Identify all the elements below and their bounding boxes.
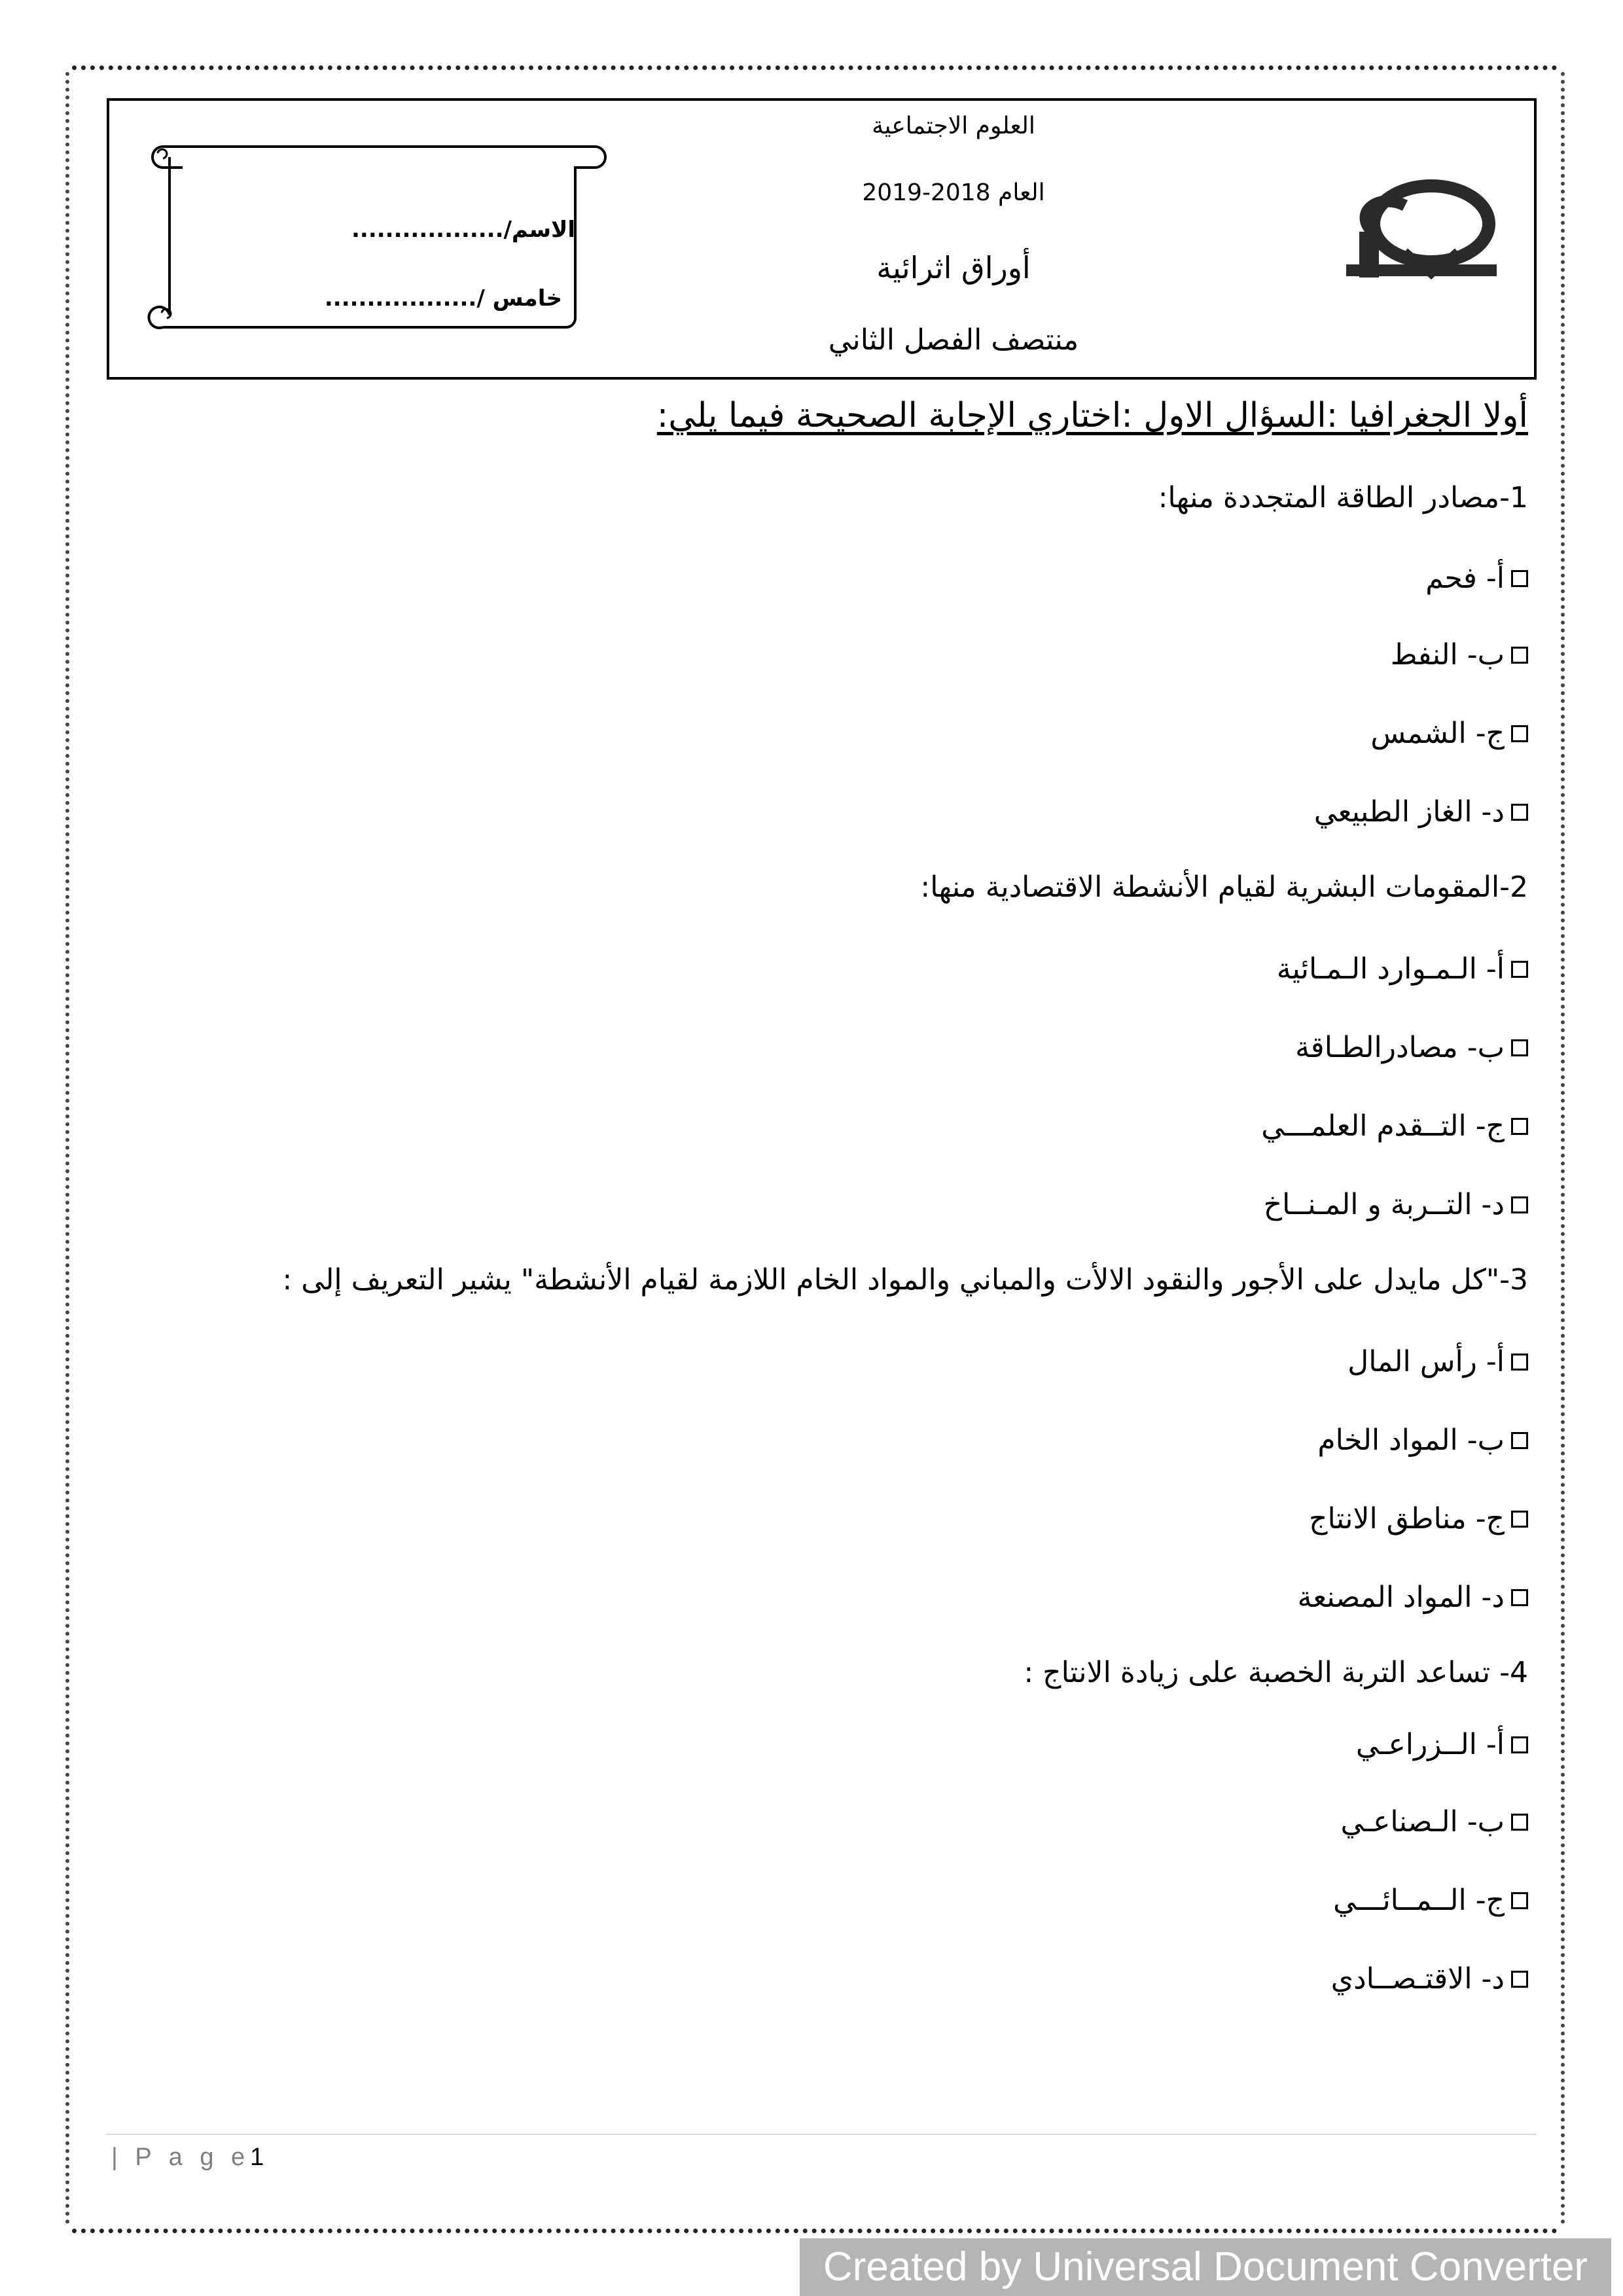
option-label: ب- النفط [1390, 638, 1505, 672]
page-word: | P a g e [111, 2144, 251, 2171]
school-year-label: العام 2018-2019 [862, 179, 1045, 206]
checkbox-icon[interactable] [1511, 570, 1528, 587]
question-1-option-a[interactable] [1425, 562, 1528, 595]
checkbox-icon[interactable] [1511, 1892, 1528, 1909]
question-3: 3-"كل مايدل على الأجور والنقود الالأت والمباني والمواد الخام اللازمة لقيام الأنشطة" يشير التعريف إلى : [282, 1263, 1528, 1297]
option-label: أ- الـمـوارد الـمـائية [1276, 952, 1505, 986]
page-border-right [1561, 72, 1565, 2225]
option-label: د- الاقتـصــادي [1330, 1962, 1505, 1996]
question-3-option-a[interactable] [1347, 1345, 1528, 1378]
question-3-option-d[interactable] [1298, 1581, 1528, 1614]
checkbox-icon[interactable] [1511, 1196, 1528, 1213]
option-label: أ- فحم [1425, 562, 1505, 595]
question-1: 1-مصادر الطاقة المتجددة منها: [1158, 481, 1528, 514]
option-label: ج- الــمــائـــي [1333, 1884, 1505, 1917]
question-4-option-a[interactable] [1356, 1728, 1528, 1761]
option-label: أ- الــزراعـي [1355, 1728, 1505, 1761]
question-2-option-d[interactable] [1264, 1188, 1528, 1221]
question-4-option-d[interactable] [1331, 1962, 1528, 1996]
question-2-option-c[interactable] [1261, 1109, 1528, 1143]
footer-divider [107, 2134, 1537, 2135]
question-2-option-b[interactable] [1295, 1031, 1528, 1064]
question-4-option-b[interactable] [1341, 1805, 1528, 1839]
option-label: د- الغاز الطبيعي [1313, 795, 1505, 829]
checkbox-icon[interactable] [1511, 1118, 1528, 1135]
page-border-bottom [72, 2229, 1558, 2233]
student-info-scroll [143, 141, 608, 332]
question-2: 2-المقومات البشرية لقيام الأنشطة الاقتصادية منها: [920, 870, 1528, 904]
page-footer [111, 2144, 264, 2172]
checkbox-icon[interactable] [1511, 1971, 1528, 1988]
question-1-option-d[interactable] [1314, 795, 1528, 829]
checkbox-icon[interactable] [1511, 804, 1528, 821]
section-title: أولا الجغرافيا :السؤال الاول :اختاري الإجابة الصحيحة فيما يلي: [656, 396, 1528, 435]
header-box [107, 98, 1537, 380]
option-label: أ- رأس المال [1347, 1345, 1505, 1378]
option-label: ب- المواد الخام [1317, 1424, 1505, 1457]
option-label: ب- الـصناعـي [1340, 1805, 1505, 1839]
school-logo-icon [1333, 166, 1503, 284]
checkbox-icon[interactable] [1511, 1432, 1528, 1449]
checkbox-icon[interactable] [1511, 725, 1528, 742]
checkbox-icon[interactable] [1511, 1511, 1528, 1528]
papers-title: أوراق اثرائية [876, 250, 1031, 285]
option-label: ج- التــقدم العلمـــي [1261, 1109, 1505, 1143]
question-1-option-b[interactable] [1391, 638, 1528, 672]
student-class-field: خامس /.................. [324, 285, 562, 312]
checkbox-icon[interactable] [1511, 647, 1528, 664]
question-4-option-c[interactable] [1333, 1884, 1528, 1917]
checkbox-icon[interactable] [1511, 1814, 1528, 1831]
converter-watermark: Created by Universal Document Converter [800, 2238, 1611, 2296]
term-label: منتصف الفصل الثاني [828, 323, 1079, 357]
question-4: 4- تساعد التربة الخصبة على زيادة الانتاج : [1024, 1656, 1528, 1689]
checkbox-icon[interactable] [1511, 1354, 1528, 1371]
option-label: ج- مناطق الانتاج [1309, 1502, 1505, 1535]
question-3-option-b[interactable] [1317, 1424, 1528, 1457]
question-3-option-c[interactable] [1309, 1502, 1528, 1535]
checkbox-icon[interactable] [1511, 1589, 1528, 1606]
option-label: ج- الشمس [1370, 717, 1505, 750]
question-1-option-c[interactable] [1370, 717, 1528, 750]
page-border-left [65, 72, 69, 2225]
page-number: 1 [250, 2144, 264, 2171]
subject-label: العلوم الاجتماعية [872, 113, 1035, 139]
page-border-top [72, 65, 1558, 70]
option-label: د- المواد المصنعة [1297, 1581, 1505, 1614]
checkbox-icon[interactable] [1511, 961, 1528, 978]
checkbox-icon[interactable] [1511, 1736, 1528, 1753]
question-2-option-a[interactable] [1277, 952, 1528, 986]
student-name-field: الاسم/.................. [351, 217, 575, 243]
option-label: ب- مصادرالطـاقة [1295, 1031, 1505, 1064]
option-label: د- التــربة و المـنــاخ [1263, 1188, 1505, 1221]
checkbox-icon[interactable] [1511, 1039, 1528, 1056]
